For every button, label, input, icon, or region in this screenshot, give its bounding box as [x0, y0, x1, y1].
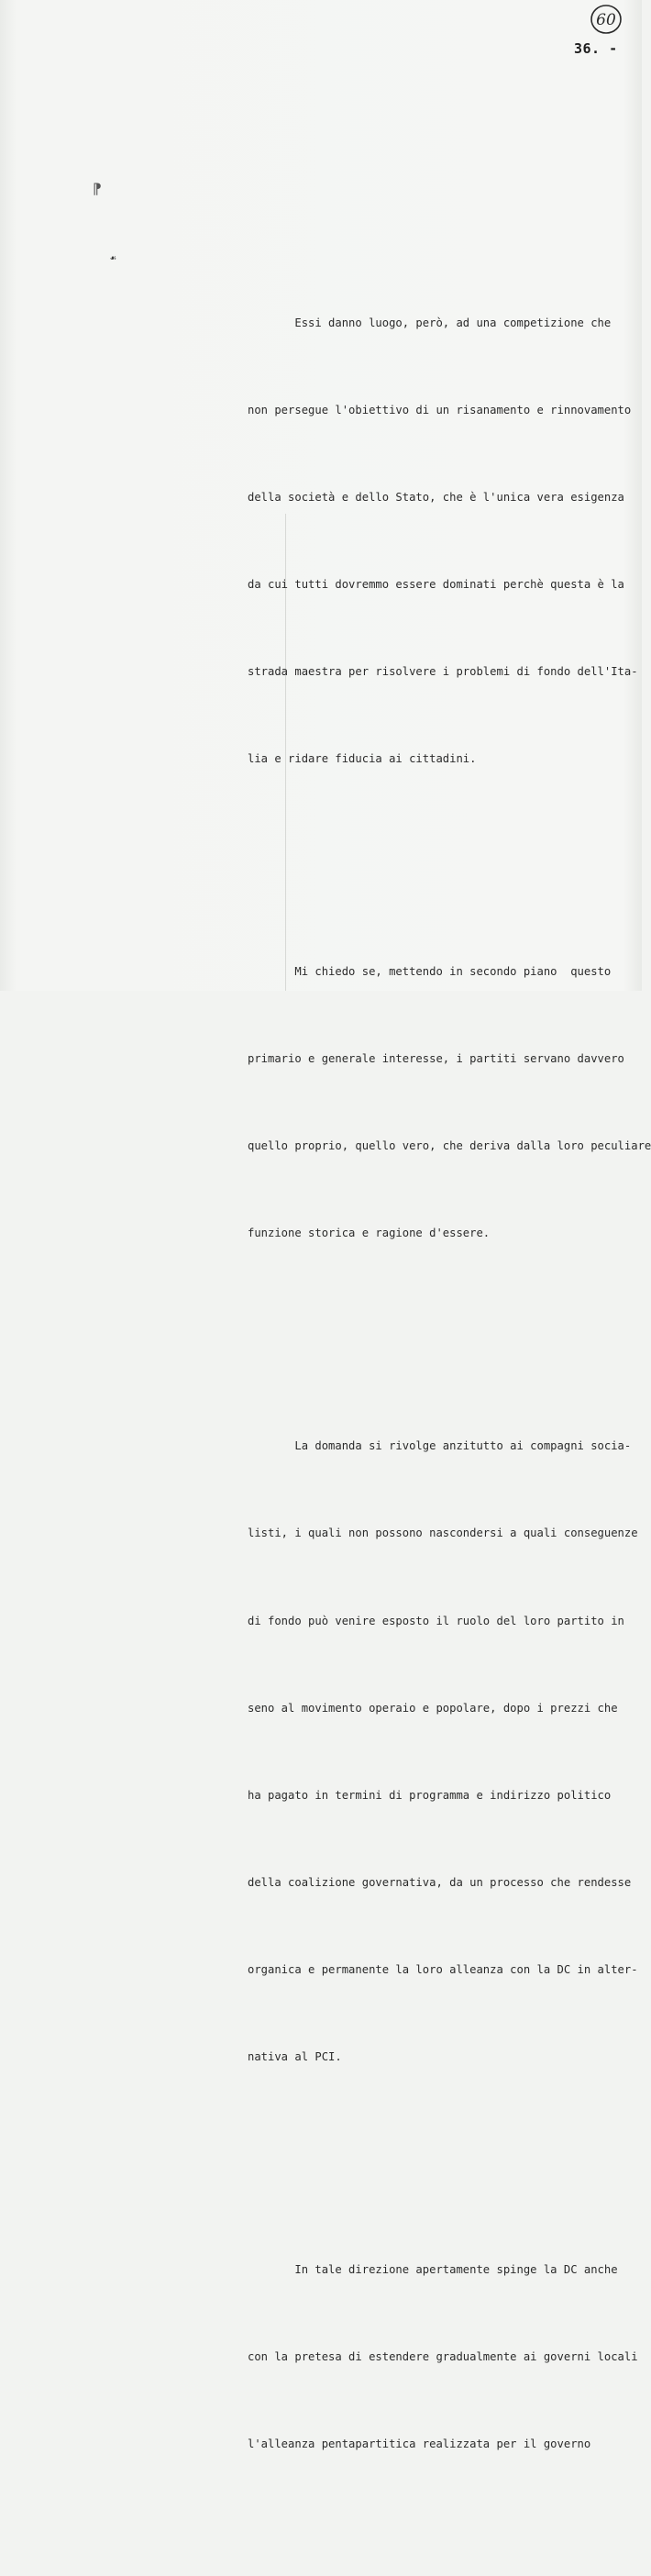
page-stamp	[589, 2, 623, 37]
text-line: con la pretesa di estendere gradualmente ai governi locali	[248, 2350, 638, 2364]
text-line: La domanda si rivolge anzitutto ai compagni socia-	[248, 1439, 632, 1453]
text-line: ha pagato in termini di programma e indirizzo politico	[248, 1788, 612, 1802]
text-line: Essi danno luogo, però, ad una competizione che	[248, 316, 612, 329]
text-line: organica e permanente la loro alleanza con la DC in alter-	[248, 1962, 638, 1976]
paragraph	[248, 900, 651, 1307]
text-line: di fondo può venire esposto il ruolo del loro partito in	[248, 1614, 624, 1627]
document-body	[248, 193, 651, 2576]
text-line: strada maestra per risolvere i problemi di fondo dell'Ita-	[248, 665, 638, 679]
page-number: 36. -	[574, 40, 618, 57]
text-line: listi, i quali non possono nascondersi a quali conseguenze	[248, 1527, 638, 1540]
text-line: nativa al PCI.	[248, 2050, 342, 2064]
text-line: funzione storica e ragione d'essere.	[248, 1227, 491, 1240]
paragraph	[248, 2198, 638, 2518]
text-line: non persegue l'obiettivo di un risanamento e rinnovamento	[248, 403, 632, 416]
text-line: della coalizione governativa, da un processo che rendesse	[248, 1875, 632, 1889]
text-line: della società e dello Stato, che è l'unica vera esigenza	[248, 491, 624, 504]
text-line: primario e generale interesse, i partiti servano davvero	[248, 1052, 624, 1066]
paragraph	[248, 250, 638, 832]
text-line: da cui tutti dovremmo essere dominati perchè questa è la	[248, 578, 624, 592]
stamp-circle-icon	[589, 2, 623, 37]
text-line: l'alleanza pentapartitica realizzata per il governo	[248, 2437, 591, 2451]
margin-mark: ☙	[110, 252, 116, 264]
text-line: quello proprio, quello vero, che deriva dalla loro peculiare	[248, 1139, 651, 1153]
text-line: seno al movimento operaio e popolare, dopo i prezzi che	[248, 1701, 618, 1715]
margin-mark: ⁋	[93, 180, 102, 197]
stamp-number: 60	[596, 11, 616, 29]
text-line: In tale direzione apertamente spinge la DC anche	[248, 2262, 618, 2276]
text-line: lia e ridare fiducia ai cittadini.	[248, 752, 477, 766]
paragraph	[248, 1374, 638, 2130]
text-line: Mi chiedo se, mettendo in secondo piano questo	[248, 965, 612, 979]
